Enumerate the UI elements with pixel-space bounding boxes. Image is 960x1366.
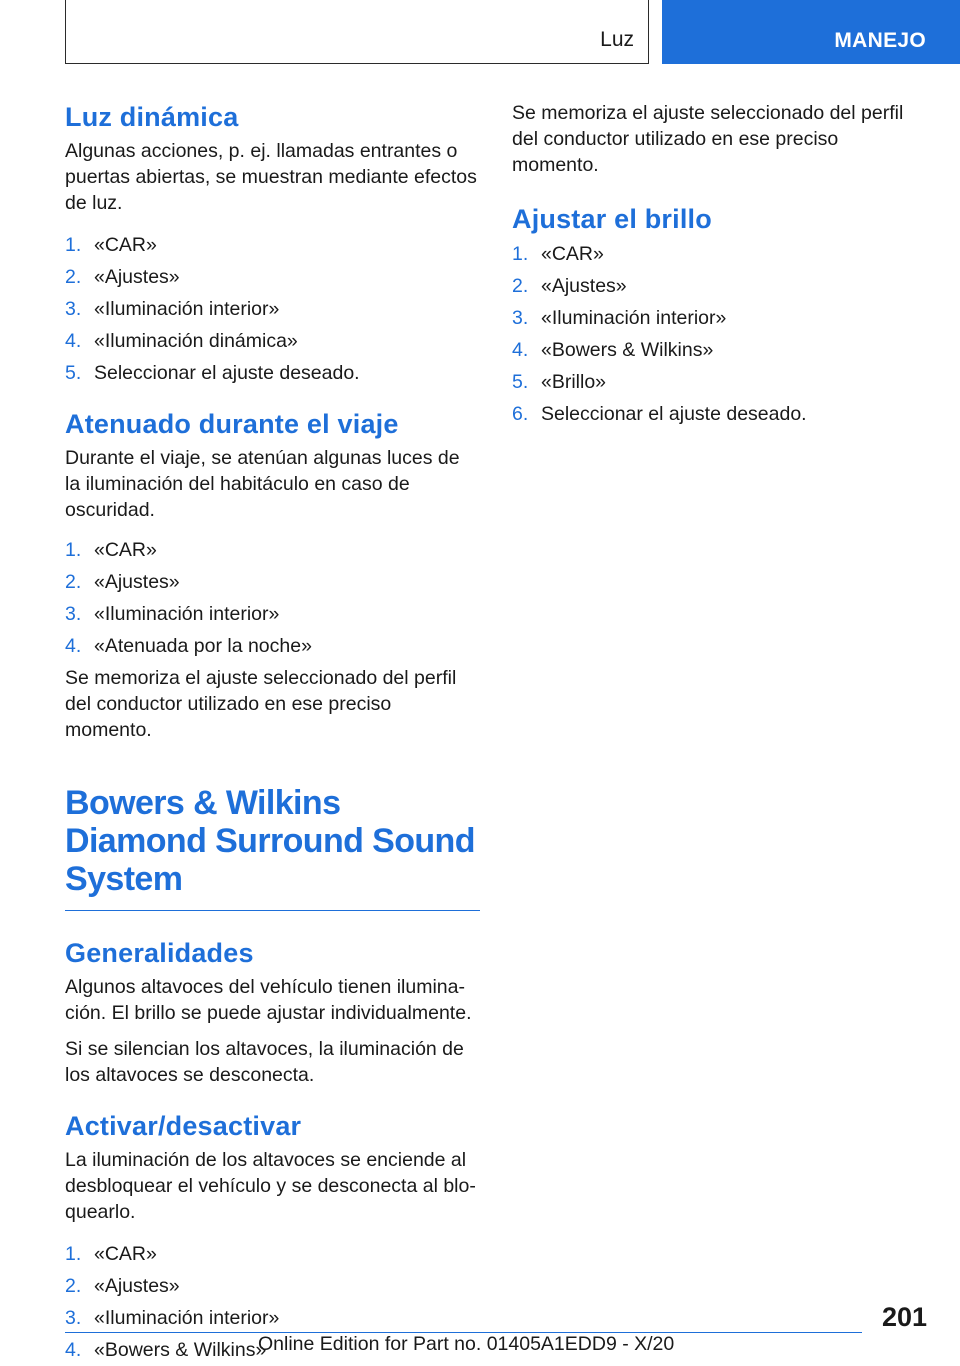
paragraph: Algunas acciones, p. ej. llamadas entrantes o puertas abiertas, se muestran mediante efectos de luz. xyxy=(65,140,477,214)
section-title-atenuado: Atenuado durante el viaje xyxy=(65,409,399,439)
list-item: 1. «CAR» xyxy=(65,234,157,256)
list-item: 6. Seleccionar el ajuste deseado. xyxy=(512,403,807,425)
paragraph-note: Se memoriza el ajuste seleccionado del perfil del conductor utilizado en ese preciso momento. xyxy=(512,102,904,176)
section-title-activar: Activar/desactivar xyxy=(65,1111,302,1141)
paragraph: La iluminación de los altavoces se enciende al desbloquear el vehículo y se desconecta al bloquearlo. xyxy=(65,1149,476,1223)
list-item: 4. «Bowers & Wilkins» xyxy=(65,1339,267,1361)
list-item: 1. «CAR» xyxy=(65,1243,157,1265)
list-item: 5. Seleccionar el ajuste deseado. xyxy=(65,362,360,384)
steps-list xyxy=(65,229,480,389)
paragraph-note: Se memoriza el ajuste seleccionado del perfil del conductor utilizado en ese preciso momento. xyxy=(65,667,457,741)
chapter-tab[interactable] xyxy=(662,0,960,64)
list-item: 4. «Atenuada por la noche» xyxy=(65,635,312,657)
page-number: 201 xyxy=(881,1302,927,1332)
list-item: 3. «Iluminación interior» xyxy=(65,298,280,320)
right-column xyxy=(512,100,927,430)
paragraph: Si se silencian los altavoces, la iluminación de los altavoces se desconecta. xyxy=(65,1038,464,1086)
footer-edition: Online Edition for Part no. 01405A1EDD9 - X/20 xyxy=(258,1333,675,1355)
chapter-tab-label: MANEJO xyxy=(834,29,926,52)
list-item: 4. «Iluminación dinámica» xyxy=(65,330,298,352)
list-item: 3. «Iluminación interior» xyxy=(512,307,727,329)
header-section-title: Luz xyxy=(600,28,634,51)
paragraph: Algunos altavoces del vehículo tienen iluminación. El brillo se puede ajustar individualmente. xyxy=(65,976,472,1024)
list-item: 2. «Ajustes» xyxy=(65,266,180,288)
list-item: 4. «Bowers & Wilkins» xyxy=(512,339,714,361)
steps-list xyxy=(65,534,480,662)
list-item: 3. «Iluminación interior» xyxy=(65,603,280,625)
paragraph: Durante el viaje, se atenúan algunas luces de la iluminación del habitáculo en caso de oscuridad. xyxy=(65,447,460,521)
left-column xyxy=(65,100,480,1366)
list-item: 2. «Ajustes» xyxy=(512,275,627,297)
list-item: 1. «CAR» xyxy=(65,539,157,561)
list-item: 2. «Ajustes» xyxy=(65,571,180,593)
section-title-luz-dinamica: Luz dinámica xyxy=(65,102,239,132)
section-title-ajustar-brillo: Ajustar el brillo xyxy=(512,204,712,234)
list-item: 3. «Iluminación interior» xyxy=(65,1307,280,1329)
section-title-generalidades: Generalidades xyxy=(65,938,254,968)
list-item: 2. «Ajustes» xyxy=(65,1275,180,1297)
chapter-title-bowers-wilkins: Bowers & Wilkins Diamond Surround Sound System xyxy=(65,784,480,911)
list-item: 5. «Brillo» xyxy=(512,371,607,393)
header-frame xyxy=(65,0,649,64)
steps-list xyxy=(512,238,927,430)
list-item: 1. «CAR» xyxy=(512,243,604,265)
